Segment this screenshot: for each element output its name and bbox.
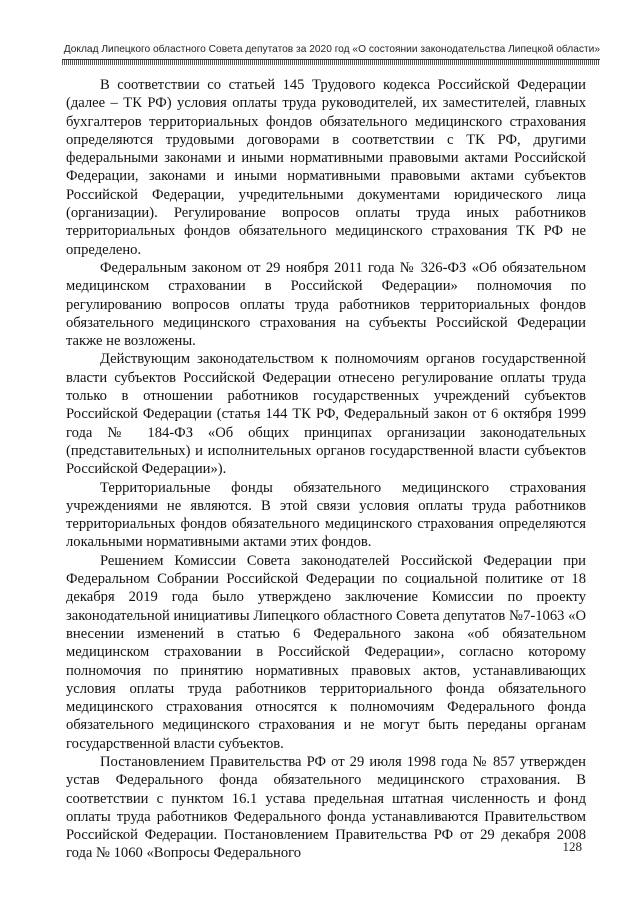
paragraph-5: Решением Комиссии Совета законодателей Российской Федерации при Федеральном Собрании Российской Федерации по социальной политике от 18 декабря 2019 года было утверждено заключение Комиссии по проекту законодательной инициативы Липецкого областного Совета депутатов №7-1063 «О внесении изменений в статью 6 Федерального закона «об обязательном медицинском страховании в Российской Федерации», согласно которому полномочия по принятию нормативных правовых актов, устанавливающих условия оплаты труда работников территориального фонда обязательного медицинского страхования относятся к полномочиям Федерального фонда обязательного медицинского страхования и не могут быть переданы органам государственной власти субъектов.: [66, 552, 586, 752]
paragraph-6: Постановлением Правительства РФ от 29 июля 1998 года № 857 утвержден устав Федерального фонда обязательного медицинского страхования. В соответствии с пунктом 16.1 устава предельная штатная численность и фонд оплаты труда работников Федерального фонда устанавливаются Правительством Российской Федерации. Постановлением Правительства РФ от 29 декабря 2008 года № 1060 «Вопросы Федерального: [66, 753, 586, 862]
page-header: [62, 44, 600, 56]
paragraph-3: Действующим законодательством к полномочиям органов государственной власти субъектов Российской Федерации отнесено регулирование оплаты труда только в отношении работников государственных учреждений субъектов Российской Федерации (статья 144 ТК РФ, Федеральный закон от 6 октября 1999 года № 184-ФЗ «Об общих принципах организации законодательных (представительных) и исполнительных органов государственной власти субъектов Российской Федерации»).: [66, 351, 586, 478]
document-body: [66, 76, 586, 863]
paragraph-2: Федеральным законом от 29 ноября 2011 года № 326-ФЗ «Об обязательном медицинском страховании в Российской Федерации» полномочия по регулированию вопросов оплаты труда работников территориальных фондов обязательного медицинского страхования на субъекты Российской Федерации также не возложены.: [66, 259, 586, 350]
page-number: 128: [562, 839, 582, 854]
header-divider: [62, 59, 600, 65]
paragraph-4: Территориальные фонды обязательного медицинского страхования учреждениями не являются. В этой связи условия оплаты труда работников территориальных фондов обязательного медицинского страхования определяются локальными нормативными актами этих фондов.: [66, 479, 586, 551]
header-title: Доклад Липецкого областного Совета депутатов за 2020 год «О состоянии законодательства Липецкой области»: [63, 44, 600, 55]
paragraph-1: В соответствии со статьей 145 Трудового кодекса Российской Федерации (далее – ТК РФ) условия оплаты труда руководителей, их заместителей, главных бухгалтеров территориальных фондов обязательного медицинского страхования определяются трудовыми договорами в соответствии с ТК РФ, другими федеральными законами и иными нормативными правовыми актами Российской Федерации, законами и иными нормативными правовыми актами субъектов Российской Федерации, учредительными документами юридического лица (организации). Регулирование вопросов оплаты труда иных работников территориальных фондов обязательного медицинского страхования ТК РФ не определено.: [66, 77, 586, 258]
